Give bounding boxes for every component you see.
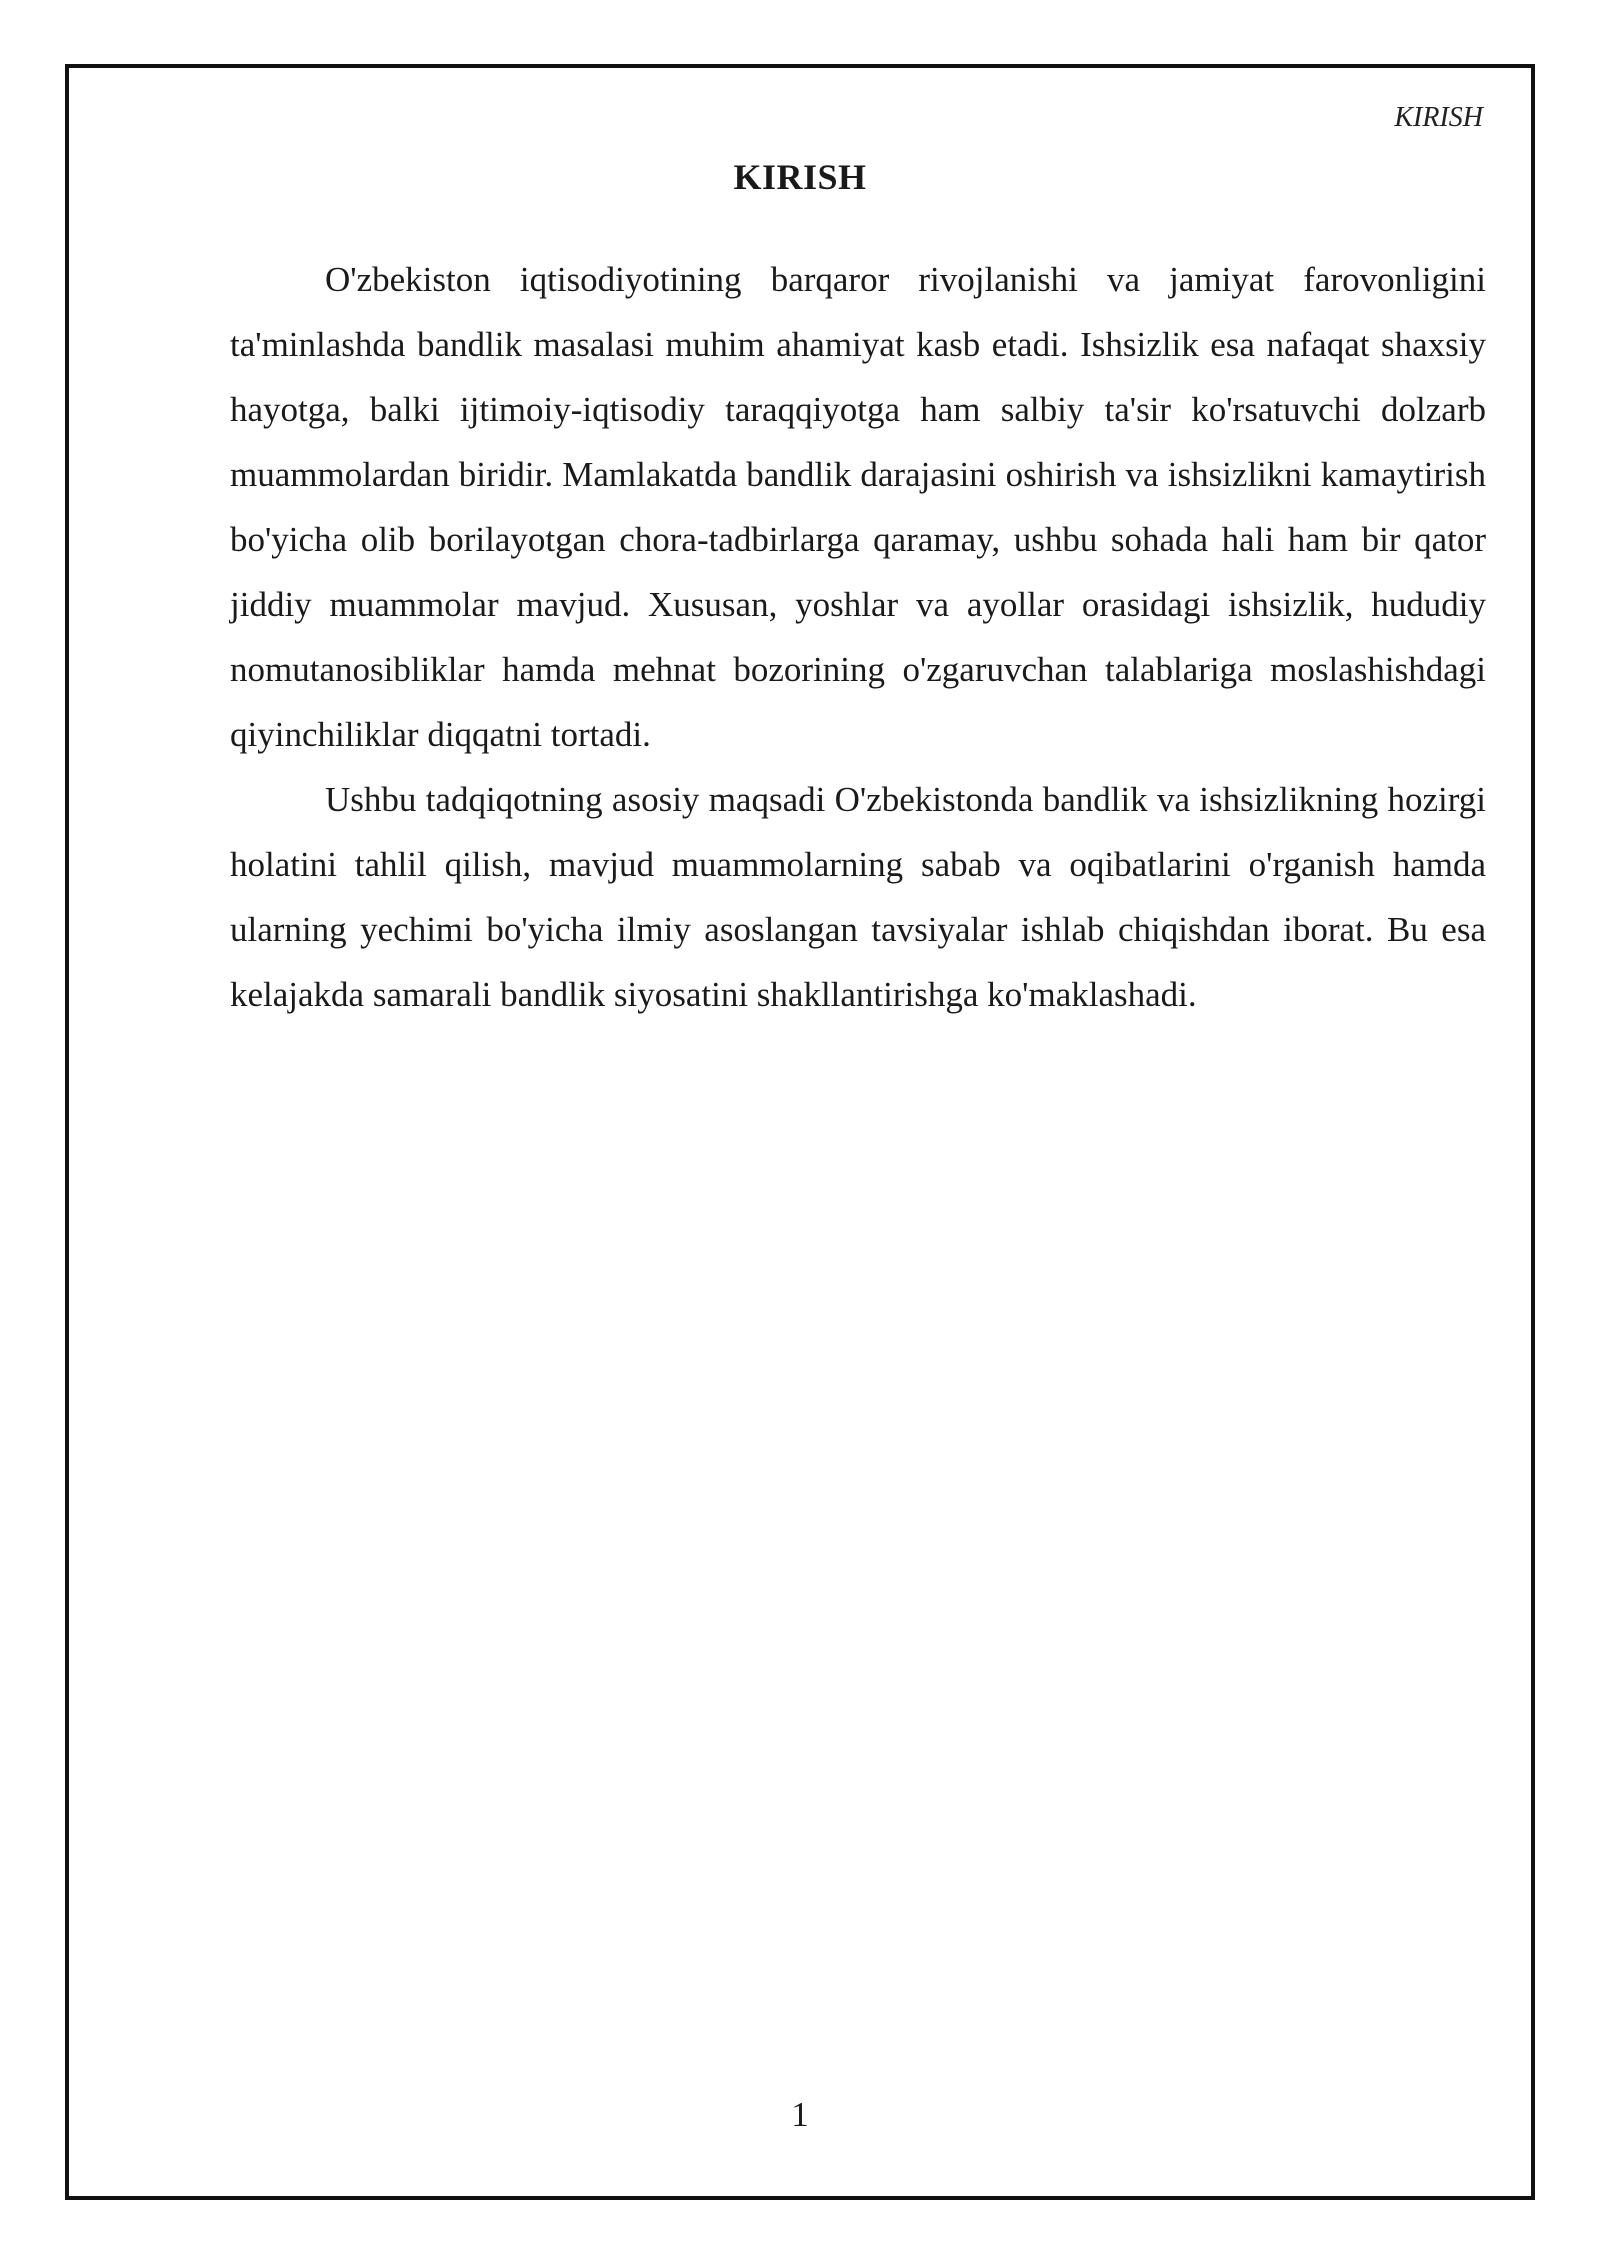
document-body bbox=[230, 247, 1486, 1027]
page-frame bbox=[65, 64, 1535, 2200]
page-number: 1 bbox=[791, 2095, 809, 2134]
document-title: KIRISH bbox=[733, 157, 867, 197]
running-header: KIRISH bbox=[1394, 102, 1483, 133]
paragraph: O'zbekiston iqtisodiyotining barqaror rivojlanishi va jamiyat farovonligini ta'minlashda bandlik masalasi muhim ahamiyat kasb etadi. Ishsizlik esa nafaqat shaxsiy hayotga, balki ijtimoiy-iqtisodiy taraqqiyotga ham salbiy ta'sir ko'rsatuvchi dolzarb muammolardan biridir. Mamlakatda bandlik darajasini oshirish va ishsizlikni kamaytirish bo'yicha olib borilayotgan chora-tadbirlarga qaramay, ushbu sohada hali ham bir qator jiddiy muammolar mavjud. Xususan, yoshlar va ayollar orasidagi ishsizlik, hududiy nomutanosibliklar hamda mehnat bozorining o'zgaruvchan talablariga moslashishdagi qiyinchiliklar diqqatni tortadi. bbox=[230, 260, 1486, 754]
paragraph: Ushbu tadqiqotning asosiy maqsadi O'zbekistonda bandlik va ishsizlikning hozirgi holatini tahlil qilish, mavjud muammolarning sabab va oqibatlarini o'rganish hamda ularning yechimi bo'yicha ilmiy asoslangan tavsiyalar ishlab chiqishdan iborat. Bu esa kelajakda samarali bandlik siyosatini shakllantirishga ko'maklashadi. bbox=[230, 780, 1486, 1014]
